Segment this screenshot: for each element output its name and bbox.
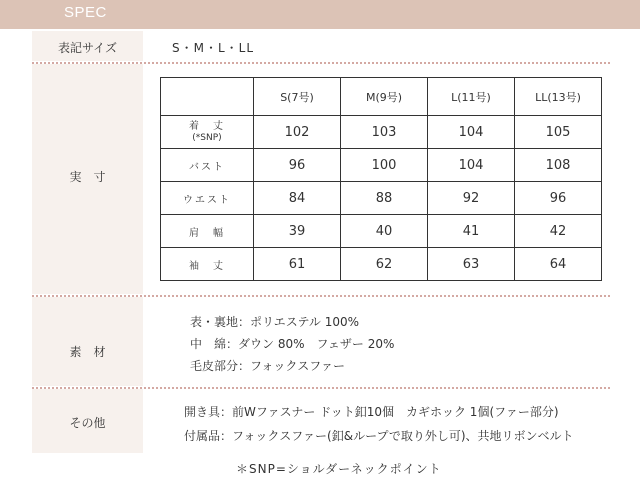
table-cell: 88 (341, 182, 428, 215)
table-cell: 105 (515, 116, 602, 149)
table-cell: 102 (254, 116, 341, 149)
material-line: 表・裏地：ポリエステル 100% (190, 315, 360, 329)
table-row (161, 215, 602, 248)
column-header: S(7号) (254, 78, 341, 116)
table-row (161, 182, 602, 215)
row-header: 袖 丈 (161, 248, 254, 281)
row-header (161, 116, 254, 149)
measurement-table (160, 77, 602, 281)
table-cell: 63 (428, 248, 515, 281)
row-header: バスト (161, 149, 254, 182)
divider (32, 62, 610, 64)
divider (32, 295, 610, 297)
size-notation-label: 表記サイズ (57, 41, 118, 55)
measurement-label: 実 寸 (69, 170, 106, 184)
size-notation-value: S・M・L・LL (172, 41, 255, 55)
table-cell: 104 (428, 149, 515, 182)
column-header: M(9号) (341, 78, 428, 116)
table-cell: 108 (515, 149, 602, 182)
material-label-cell (32, 297, 143, 386)
material-label: 素 材 (69, 345, 106, 359)
table-cell: 103 (341, 116, 428, 149)
row-header-note: (*SNP) (192, 132, 222, 143)
other-label: その他 (69, 416, 106, 430)
footnote: ＊SNP=ショルダーネックポイント (236, 462, 442, 476)
table-cell: 96 (515, 182, 602, 215)
spec-header (0, 0, 640, 29)
table-row (161, 149, 602, 182)
table-cell: 84 (254, 182, 341, 215)
table-cell: 96 (254, 149, 341, 182)
table-cell: 100 (341, 149, 428, 182)
table-cell: 64 (515, 248, 602, 281)
row-header-label: 着 丈 (189, 120, 225, 132)
table-cell: 42 (515, 215, 602, 248)
row-header: ウエスト (161, 182, 254, 215)
table-corner-cell (161, 78, 254, 116)
table-header-row (161, 78, 602, 116)
table-row (161, 116, 602, 149)
material-line: 毛皮部分：フォックスファー (190, 359, 346, 373)
table-cell: 92 (428, 182, 515, 215)
column-header: LL(13号) (515, 78, 602, 116)
divider (32, 387, 610, 389)
table-cell: 62 (341, 248, 428, 281)
table-cell: 40 (341, 215, 428, 248)
spec-title: SPEC (64, 4, 107, 21)
table-cell: 61 (254, 248, 341, 281)
other-line: 付属品：フォックスファー(釦&ループで取り外し可)、共地リボンベルト (184, 429, 574, 443)
table-cell: 39 (254, 215, 341, 248)
other-line: 開き具：前Wファスナー ドット釦10個 カギホック 1個(ファー部分) (184, 405, 559, 419)
table-cell: 104 (428, 116, 515, 149)
table-cell: 41 (428, 215, 515, 248)
row-header: 肩 幅 (161, 215, 254, 248)
column-header: L(11号) (428, 78, 515, 116)
table-row (161, 248, 602, 281)
material-line: 中 綿：ダウン 80% フェザー 20% (190, 337, 395, 351)
